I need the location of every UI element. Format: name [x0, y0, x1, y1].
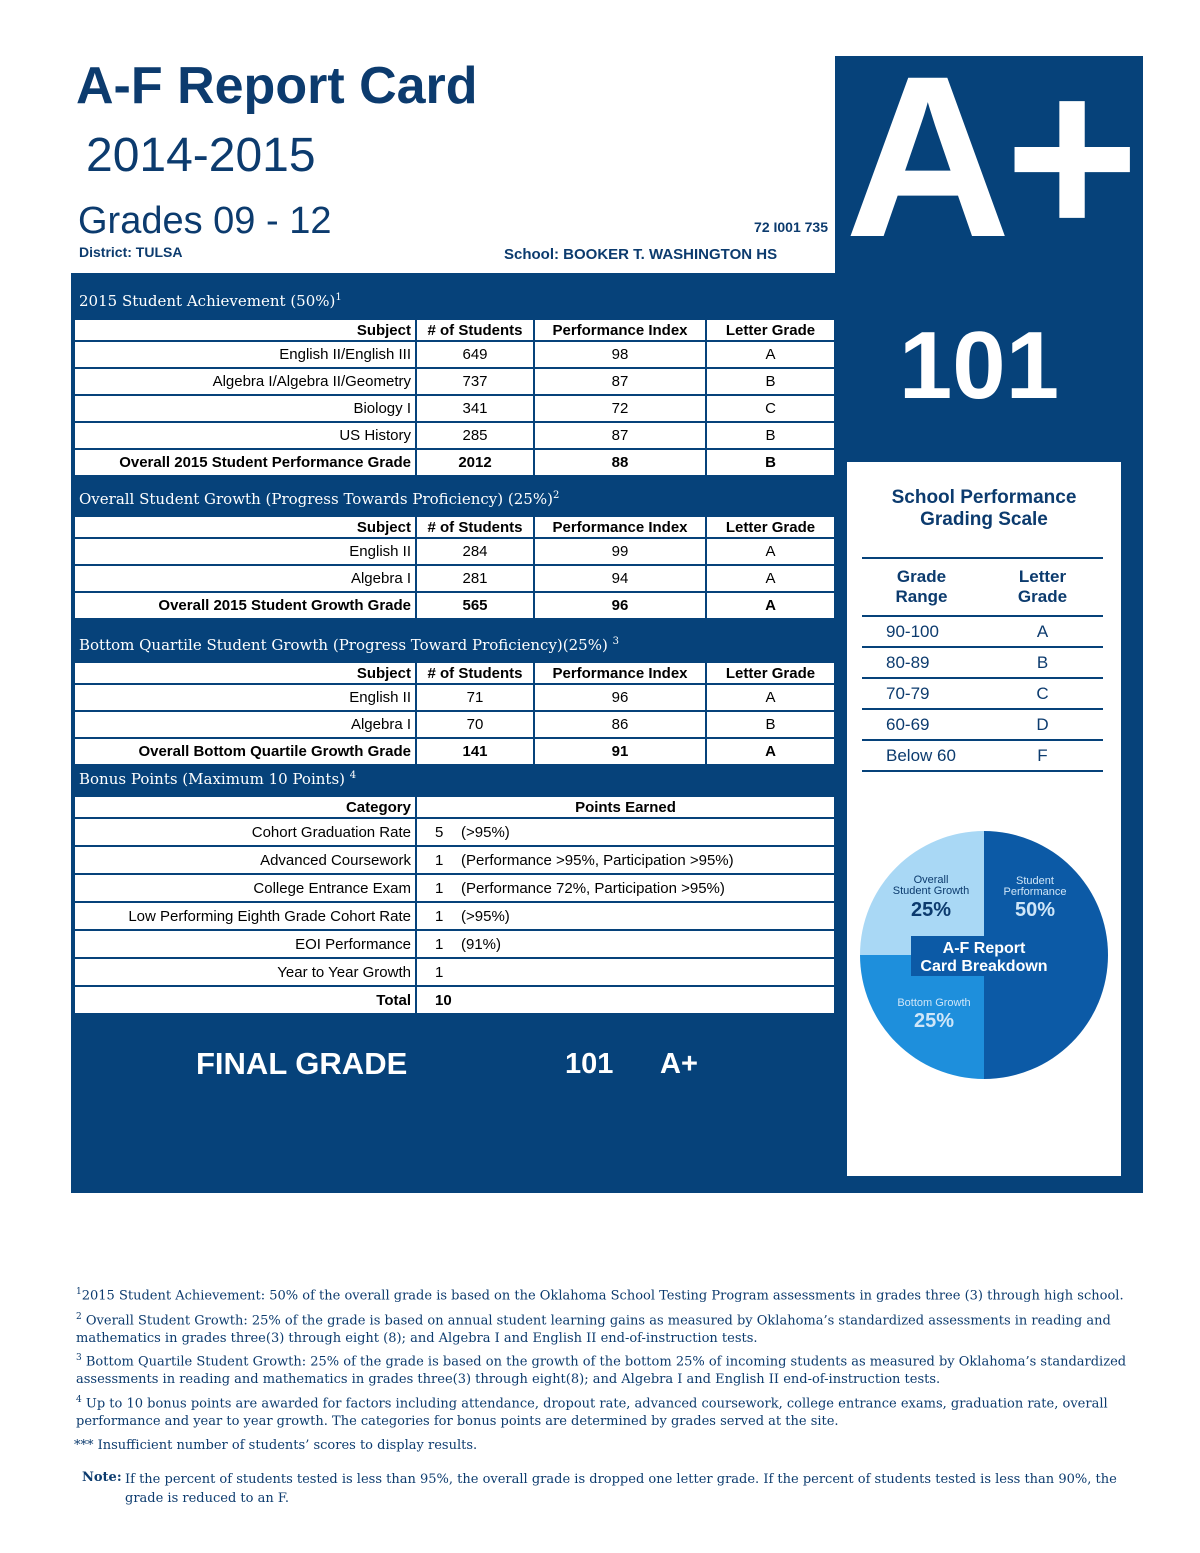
points-detail: (91%): [461, 935, 502, 953]
overall-letter-grade: A+: [844, 28, 1134, 285]
column-header: # of Students: [416, 662, 534, 684]
column-header: # of Students: [416, 516, 534, 538]
table-row: [74, 902, 835, 930]
grade-range: 60-69: [862, 709, 982, 740]
bonus-points: [416, 874, 835, 902]
table-header-row: [74, 796, 835, 818]
table-cell: 72: [534, 395, 706, 422]
footnote-2: $^2$ Overall Student Growth: 25% of the grade is based on annual student learning gains as measured by Oklahoma’s standardized assessments in reading and mathematics in grades three(3) through eight (8); and Algebra I and English II end-of-instruction tests.: [76, 1312, 1111, 1347]
column-header: Subject: [74, 662, 416, 684]
table-cell: 98: [534, 341, 706, 368]
total-cell: 141: [416, 738, 534, 765]
table-cell: Algebra I: [74, 565, 416, 592]
table-row: [74, 565, 835, 592]
total-points: [416, 986, 835, 1014]
header-line: Range: [895, 587, 948, 606]
table-cell: 87: [534, 368, 706, 395]
table-cell: 96: [534, 684, 706, 711]
bonus-points: [416, 902, 835, 930]
final-score: 101: [565, 1048, 614, 1080]
column-header: Subject: [74, 516, 416, 538]
scale-header-row: [862, 558, 1103, 616]
letter-grade: D: [982, 709, 1103, 740]
table-cell: English II: [74, 538, 416, 565]
table-cell: 284: [416, 538, 534, 565]
table-row: [74, 711, 835, 738]
footnote-3: $^3$ Bottom Quartile Student Growth: 25% of the grade is based on the growth of the bottom 25% of incoming students as measured by Oklahoma’s standardized assessments in reading and mathematics in grades three(3) through eight(8); and Algebra I and English II end-of-instruction tests.: [76, 1353, 1127, 1388]
bonus-points: [416, 930, 835, 958]
table-cell: B: [706, 711, 835, 738]
table-cell: B: [706, 422, 835, 449]
scale-column-header: [982, 558, 1103, 616]
column-header: Performance Index: [534, 319, 706, 341]
table-header-row: [74, 662, 835, 684]
total-cell: Overall 2015 Student Performance Grade: [74, 449, 416, 476]
scale-row: [862, 678, 1103, 709]
total-row: [74, 592, 835, 619]
table-header-row: [74, 319, 835, 341]
table-cell: 281: [416, 565, 534, 592]
bonus-section-title: Bonus Points (Maximum 10 Points) $^4$: [79, 770, 357, 788]
points-value: 1: [435, 935, 444, 953]
slice-label: Student: [1016, 875, 1054, 887]
slice-percent: 25%: [910, 899, 952, 921]
table-row: [74, 818, 835, 846]
table-row: [74, 930, 835, 958]
letter-grade: B: [982, 647, 1103, 678]
slice-label: Student Growth: [892, 885, 970, 897]
achievement-table: [73, 318, 836, 477]
table-cell: 737: [416, 368, 534, 395]
points-detail: (Performance >95%, Participation >95%): [461, 851, 734, 869]
letter-grade: A: [982, 616, 1103, 647]
table-header-row: [74, 516, 835, 538]
grades-served: Grades 09 - 12: [78, 200, 332, 242]
breakdown-pie-chart: [859, 826, 1109, 1084]
total-cell: 91: [534, 738, 706, 765]
grade-range: 80-89: [862, 647, 982, 678]
scale-row: [862, 647, 1103, 678]
total-cell: A: [706, 592, 835, 619]
total-cell: 88: [534, 449, 706, 476]
growth-section-title: Overall Student Growth (Progress Towards Proficiency) $(25\%)^2$: [79, 490, 560, 508]
slice-label: Overall: [913, 874, 949, 886]
district-label: District: TULSA: [79, 244, 183, 260]
table-cell: 70: [416, 711, 534, 738]
letter-grade: C: [982, 678, 1103, 709]
total-cell: 96: [534, 592, 706, 619]
table-cell: 87: [534, 422, 706, 449]
total-cell: A: [706, 738, 835, 765]
table-row: [74, 684, 835, 711]
table-cell: Algebra I: [74, 711, 416, 738]
table-row: [74, 958, 835, 986]
table-cell: A: [706, 565, 835, 592]
overall-score: 101: [898, 312, 1060, 419]
bonus-points: [416, 958, 835, 986]
slice-percent: 50%: [1014, 899, 1056, 921]
table-row: [74, 538, 835, 565]
header-line: Grade: [896, 567, 947, 586]
note-text: If the percent of students tested is less than 95%, the overall grade is dropped one letter grade. If the percent of students tested is less than 90%, the grade is reduced to an F.: [125, 1472, 1117, 1506]
scale-row: [862, 709, 1103, 740]
page-title: A-F Report Card: [76, 57, 478, 115]
points-detail: (Performance 72%, Participation >95%): [461, 879, 725, 897]
insufficient-note: *** Insufficient number of students’ scores to display results.: [74, 1438, 478, 1453]
bonus-points: [416, 818, 835, 846]
points-value: 5: [435, 823, 444, 841]
table-cell: A: [706, 684, 835, 711]
column-header: Letter Grade: [706, 516, 835, 538]
total-cell: 2012: [416, 449, 534, 476]
table-row: [74, 341, 835, 368]
table-cell: B: [706, 368, 835, 395]
table-cell: English II: [74, 684, 416, 711]
scale-row: [862, 616, 1103, 647]
school-code: 72 I001 735: [754, 219, 828, 235]
table-cell: Biology I: [74, 395, 416, 422]
note-label: Note:: [82, 1470, 122, 1485]
total-cell: Overall Bottom Quartile Growth Grade: [74, 738, 416, 765]
table-cell: US History: [74, 422, 416, 449]
points-value: 10: [435, 991, 452, 1009]
table-cell: Algebra I/Algebra II/Geometry: [74, 368, 416, 395]
bonus-category: Advanced Coursework: [74, 846, 416, 874]
points-detail: (>95%): [461, 907, 510, 925]
slice-percent: 25%: [913, 1010, 955, 1032]
scale-row: [862, 740, 1103, 771]
table-cell: 99: [534, 538, 706, 565]
slice-label: Performance: [1003, 886, 1067, 898]
letter-grade: F: [982, 740, 1103, 771]
column-header: Letter Grade: [706, 319, 835, 341]
table-cell: 86: [534, 711, 706, 738]
points-value: 1: [435, 907, 444, 925]
grade-range: 70-79: [862, 678, 982, 709]
bonus-category: Cohort Graduation Rate: [74, 818, 416, 846]
grade-range: Below 60: [862, 740, 982, 771]
table-cell: C: [706, 395, 835, 422]
scale-column-header: [862, 558, 982, 616]
slice-label: Bottom Growth: [897, 997, 971, 1009]
column-header: Points Earned: [416, 796, 835, 818]
bonus-category: College Entrance Exam: [74, 874, 416, 902]
total-cell: Overall 2015 Student Growth Grade: [74, 592, 416, 619]
table-row: [74, 846, 835, 874]
bonus-category: Year to Year Growth: [74, 958, 416, 986]
points-detail: (>95%): [461, 823, 510, 841]
footnote-4: $^4$ Up to 10 bonus points are awarded for factors including attendance, dropout rate, advanced coursework, college entrance exams, graduation rate, overall performance and year to year growth. The categories for bonus points are determined by grades served at the site.: [76, 1395, 1108, 1430]
table-cell: 94: [534, 565, 706, 592]
pie-center-title: Card Breakdown: [920, 958, 1048, 975]
bonus-category: EOI Performance: [74, 930, 416, 958]
total-row: [74, 738, 835, 765]
column-header: Subject: [74, 319, 416, 341]
total-label: Total: [74, 986, 416, 1014]
header-line: Letter: [1018, 567, 1067, 586]
column-header: # of Students: [416, 319, 534, 341]
total-row: [74, 449, 835, 476]
points-value: 1: [435, 963, 444, 981]
pie-center-title: A-F Report: [942, 940, 1026, 957]
bonus-table: [73, 795, 836, 1015]
grade-range: 90-100: [862, 616, 982, 647]
table-cell: English II/English III: [74, 341, 416, 368]
school-year: 2014-2015: [86, 129, 316, 182]
total-row: [74, 986, 835, 1014]
column-header: Performance Index: [534, 662, 706, 684]
table-cell: 285: [416, 422, 534, 449]
final-letter-grade: A+: [660, 1048, 698, 1080]
table-cell: 341: [416, 395, 534, 422]
table-row: [74, 874, 835, 902]
points-value: 1: [435, 851, 444, 869]
column-header: Performance Index: [534, 516, 706, 538]
table-cell: A: [706, 538, 835, 565]
footnote-1: $^1$2015 Student Achievement: 50% of the overall grade is based on the Oklahoma School Testing Program assessments in grades three (3) through high school.: [76, 1287, 1124, 1304]
total-cell: 565: [416, 592, 534, 619]
grading-scale-title: School Performance Grading Scale: [891, 487, 1077, 530]
table-cell: 649: [416, 341, 534, 368]
header-line: Grade: [1017, 587, 1068, 606]
table-cell: A: [706, 341, 835, 368]
final-grade-label: FINAL GRADE: [196, 1046, 408, 1081]
column-header: Category: [74, 796, 416, 818]
bottom-quartile-section-title: Bottom Quartile Student Growth (Progress Toward Proficiency)(25%) $^3$: [79, 636, 619, 654]
school-name: School: BOOKER T. WASHINGTON HS: [504, 246, 778, 263]
column-header: Letter Grade: [706, 662, 835, 684]
table-cell: 71: [416, 684, 534, 711]
growth-table: [73, 515, 836, 620]
points-value: 1: [435, 879, 444, 897]
grading-scale-table: [862, 557, 1103, 772]
achievement-section-title: 2015 Student Achievement $(50\%)^1$: [79, 292, 342, 310]
bonus-points: [416, 846, 835, 874]
bottom-quartile-table: [73, 661, 836, 766]
total-cell: B: [706, 449, 835, 476]
table-row: [74, 395, 835, 422]
table-row: [74, 368, 835, 395]
bonus-category: Low Performing Eighth Grade Cohort Rate: [74, 902, 416, 930]
table-row: [74, 422, 835, 449]
